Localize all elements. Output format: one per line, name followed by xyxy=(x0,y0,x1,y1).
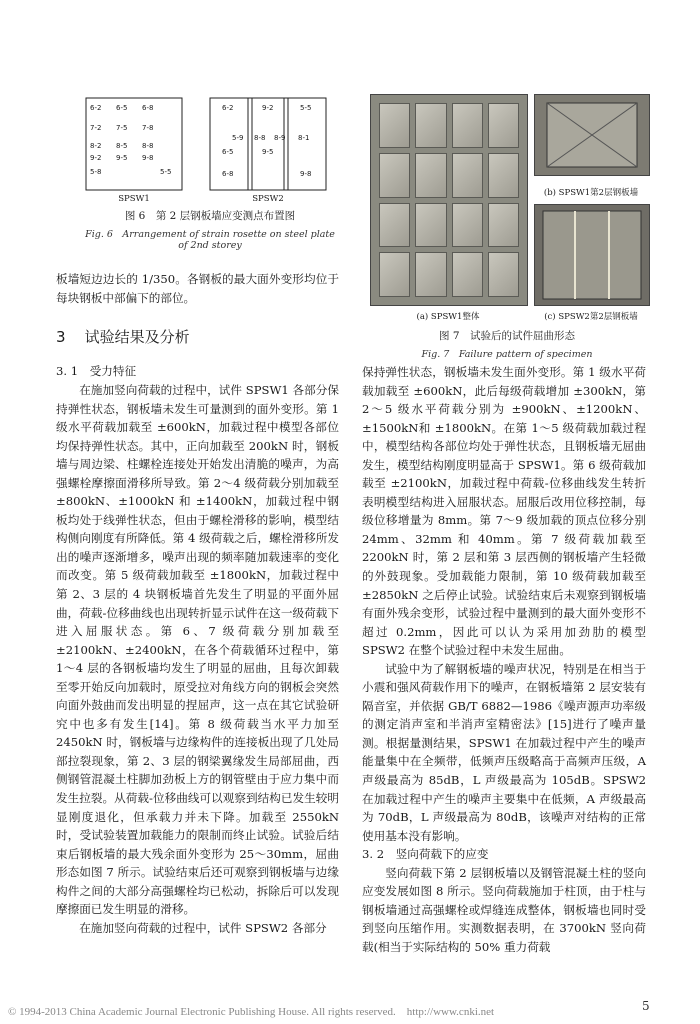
spsw2-gauge-9-8: 9-8 xyxy=(300,170,312,178)
section-number: 3 xyxy=(56,328,66,346)
spsw1-gauge-9-8: 9-8 xyxy=(142,154,154,162)
spsw2-gauge-6-2: 6-2 xyxy=(222,104,234,112)
spsw2-gauge-6-5: 6-5 xyxy=(222,148,234,156)
paragraph-vertical-strain: 竖向荷载下第 2 层钢板墙以及钢管混凝土柱的竖向应变发展如图 8 所示。竖向荷载施加于柱顶，由于柱与钢板墙通过高强螺栓或焊缝连成整体，钢板墙也同时受到竖向压缩作用。实测数据表明，在 3700kN 竖向荷载(相当于实际结构的 50% 重力荷载 xyxy=(362,865,646,954)
photo-spsw1-overall xyxy=(370,94,528,306)
figure-7-sub-a: (a) SPSW1整体 xyxy=(416,312,480,322)
spsw2-gauge-6-8: 6-8 xyxy=(222,170,234,178)
spsw2-gauge-5-5: 5-5 xyxy=(300,104,312,112)
spsw2-gauge-5-9: 5-9 xyxy=(232,134,244,142)
spsw1-gauge-5-8: 5-8 xyxy=(90,168,102,176)
photo-spsw1-storey2 xyxy=(534,94,650,176)
spsw1-gauge-6-5: 6-5 xyxy=(116,104,128,112)
paragraph-continuation: 板墙短边边长的 1/350。各钢板的最大面外变形均位于每块钢板中部偏下的部位。 xyxy=(56,272,339,305)
figure-6-label-a: SPSW1 xyxy=(118,194,150,204)
spsw1-gauge-7-5: 7-5 xyxy=(116,124,128,132)
spsw1-gauge-8-5: 8-5 xyxy=(116,142,128,150)
spsw1-gauge-6-8: 6-8 xyxy=(142,104,154,112)
spsw1-gauge-5-5: 5-5 xyxy=(160,168,172,176)
paragraph-spsw2-cont: 保持弹性状态，钢板墙未发生面外变形。第 1 级水平荷载加载至 ±600kN，此后每级荷载增加 ±300kN，第 2～5 级水平荷载分别为 ±900kN、±1200kN、±1500kN和 ±1800kN。在第 1～5 级荷载加载过程中，模型结构各部位均处于弹性状态，且钢板墙无屈曲发生，模型结构刚度明显高于 SPSW1。第 6 级荷载加载至 ±2100kN，加载过程中荷载-位移曲线发生转折表明模型结构进入屈服状态。屈服后改用位移控制，每级位移增量为 8mm。第 7～9 级加载的顶点位移分别 24mm、32mm 和 40mm。第 7 级荷载加载至 2200kN 时，第 2 层和第 3 层西侧的钢板墙产生轻微的外鼓现象。受加载能力限制，第 10 级荷载加载至 ±2850kN 之后停止试验。试验结束后未观察到钢板墙有面外残余变形，试验过程中量测到的最大面外变形不超过 0.2mm，因此可以认为采用加劲肋的模型 SPSW2 在整个试验过程中未发生屈曲。 xyxy=(362,365,646,658)
spsw1-gauge-9-2: 9-2 xyxy=(90,154,102,162)
figure-6 xyxy=(80,92,340,262)
paragraph-spsw2-start: 在施加竖向荷载的过程中，试件 SPSW2 各部分 xyxy=(79,920,327,935)
subsection-3-2: 3. 2 竖向荷载下的应变 xyxy=(362,847,489,862)
right-column xyxy=(362,363,646,957)
figure-7-sub-b: (b) SPSW1第2层钢板墙 xyxy=(543,188,639,198)
paragraph-spsw1: 在施加竖向荷载的过程中，试件 SPSW1 各部分保持弹性状态，钢板墙未发生可量测到的面外变形。第 1 级水平荷载加载至 ±600kN，加载过程中模型各部位均保持弹性状态。其中，正向加载至 200kN 时，钢板墙与周边梁、柱螺栓连接处开始发出清脆的噪声，为高强螺栓摩擦面滑移所导致。第 2～4 级荷载分别加载至 ±800kN、±1000kN 和 ±1400kN，加载过程中钢板均处于线弹性状态，但由于螺栓滑移的影响，模型结构侧向刚度有所降低。第 4 级荷载之后，螺栓滑移所发出的噪声逐渐增多，噪声出现的频率随加载速率的变化而改变。第 5 级荷载加载至 ±1800kN，加载过程中第 2、3 层的 4 块钢板墙首先发生了明显的平面外屈曲，荷载-位移曲线也出现转折显示试件在这一级荷载下进入屈服状态。第 6、7 级荷载分别加载至 ±2100kN、±2400kN，在各个荷载循环过程中，第 1～4 层的各钢板墙均发生了明显的屈曲，且每次卸载至零开始反向加载时，原受拉对角线方向的钢板会突然向面外鼓曲而发出明显的捏屈声，这一点在其它试验研究中也多有发生[14]。第 8 级荷载当水平力加至 2450kN 时，钢板墙与边缘构件的连接板出现了几处局部拉裂现象，第 2、3 层的钢梁翼缘发生局部屈曲，西侧钢管混凝土柱脚加劲板上方的钢管壁由于应力集中而发生拉裂。从荷载-位移曲线可以观察到结构已发生较明显刚度退化，但承载力并未下降。加载至 2550kN 时，受试验装置加载能力的限制而终止试验。试验后结束后钢板墙的最大残余面外变形为 25～30mm，屈曲形态如图 7 所示。试验结束后还可观察到钢板墙与边缘构件之间的大部分高强螺栓均已松动，拆除后可以发现摩擦面已发生明显的滑移。 xyxy=(56,383,339,917)
spsw2-gauge-8-8: 8-8 xyxy=(254,134,266,142)
spsw2-gauge-8-9: 8-9 xyxy=(274,134,286,142)
figure-6-caption-cn: 图 6 第 2 层钢板墙应变测点布置图 xyxy=(124,210,296,222)
spsw1-gauge-9-5: 9-5 xyxy=(116,154,128,162)
figure-7-caption-en: Fig. 7 Failure pattern of specimen xyxy=(421,349,593,360)
spsw1-gauge-7-8: 7-8 xyxy=(142,124,154,132)
figure-7 xyxy=(362,92,652,362)
spsw2-gauge-8-1: 8-1 xyxy=(298,134,310,142)
spsw2-gauge-9-5: 9-5 xyxy=(262,148,274,156)
section-title: 试验结果及分析 xyxy=(84,328,190,346)
page-number: 5 xyxy=(642,999,650,1013)
figure-6-label-b: SPSW2 xyxy=(252,194,284,204)
spsw1-gauge-8-2: 8-2 xyxy=(90,142,102,150)
spsw2-gauge-9-2: 9-2 xyxy=(262,104,274,112)
figure-6-caption-en-1: Fig. 6 Arrangement of strain rosette on steel plate xyxy=(85,229,335,240)
paragraph-noise: 试验中为了解钢板墙的噪声状况，特别是在相当于小震和强风荷载作用下的噪声，在钢板墙第 2 层安装有隔音室，并依据 GB/T 6882—1986《噪声源声功率级的测定消声室和半消声室精密法》[15]进行了噪声量测。根据量测结果，SPSW1 在加载过程中产生的噪声能量集中在全频带，低频声压级略高于高频声压级，A 声级最高为 85dB，L 声级最高为 105dB。SPSW2 在加载过程中产生的噪声主要集中在低频，A 声级最高为 70dB，L 声级最高为 80dB，该噪声对结构的正常使用基本没有影响。 xyxy=(362,661,646,843)
left-column xyxy=(56,381,339,937)
spsw1-gauge-8-8: 8-8 xyxy=(142,142,154,150)
section-3-heading xyxy=(56,326,190,347)
figure-7-sub-c: (c) SPSW2第2层钢板墙 xyxy=(544,312,638,322)
spsw1-gauge-7-2: 7-2 xyxy=(90,124,102,132)
photo-spsw2-storey2 xyxy=(534,204,650,306)
figure-7-caption-cn: 图 7 试验后的试件屈曲形态 xyxy=(438,330,576,342)
subsection-3-1: 3. 1 受力特征 xyxy=(56,364,137,378)
figure-6-caption-en-2: of 2nd storey xyxy=(178,240,242,251)
copyright-footer: © 1994-2013 China Academic Journal Electronic Publishing House. All rights reserved. http://www.cnki.net xyxy=(8,1006,495,1018)
spsw1-gauge-6-2: 6-2 xyxy=(90,104,102,112)
